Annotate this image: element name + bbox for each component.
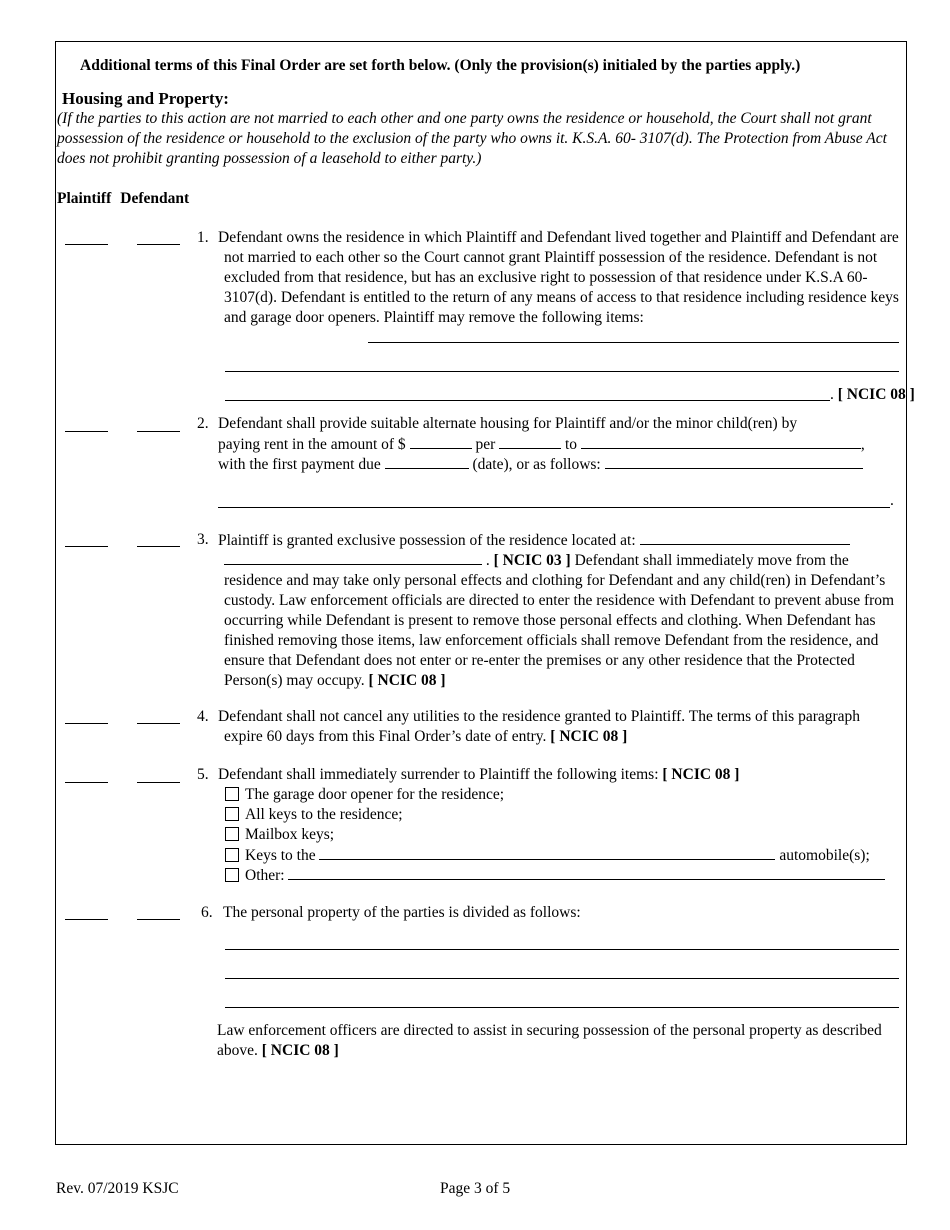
automobile-suffix: automobile(s);	[779, 847, 870, 864]
item-6-text: The personal property of the parties is divided as follows:	[223, 904, 581, 921]
residence-keys-label: All keys to the residence;	[245, 806, 403, 823]
automobile-keys-checkbox[interactable]	[225, 848, 239, 862]
item-number-2: 2.	[197, 415, 209, 432]
ncic-code: [ NCIC 03 ]	[493, 552, 571, 569]
mailbox-keys-label: Mailbox keys;	[245, 826, 335, 843]
plaintiff-initial-2[interactable]	[65, 431, 108, 432]
item-4-text	[218, 707, 896, 747]
garage-opener-label: The garage door opener for the residence;	[245, 786, 505, 803]
option-mailbox-keys	[225, 825, 334, 845]
defendant-initial-5[interactable]	[137, 782, 180, 783]
residence-address-field[interactable]	[640, 530, 850, 545]
item-4-body: Defendant shall not cancel any utilities to the residence granted to Plaintiff. The terms of this paragraph expire 60 days from this Final Order’s date of entry.	[218, 708, 861, 745]
ncic-code: [ NCIC 08 ]	[261, 1042, 339, 1059]
rent-amount-label: paying rent in the amount of $	[218, 436, 406, 453]
item-number-3: 3.	[197, 531, 209, 548]
payment-terms-field[interactable]	[605, 454, 863, 469]
item-2-period: .	[890, 492, 894, 509]
option-residence-keys	[225, 805, 403, 825]
item-2-field-line[interactable]	[218, 507, 890, 508]
column-headers	[57, 189, 189, 209]
defendant-initial-1[interactable]	[137, 244, 180, 245]
item-1-text	[218, 228, 900, 328]
item-6-field-line-3[interactable]	[225, 1007, 899, 1008]
ncic-code: [ NCIC 08 ]	[550, 728, 628, 745]
defendant-column-label: Defendant	[120, 190, 190, 207]
item-3-text-a: Defendant shall immediately move from the	[574, 552, 849, 569]
item-3-text-b: residence and may take only personal effects and clothing for Defendant and any child(ren) in Defendant’s custody. Law enforcement officials are directed to enter the residence with Defendant to prevent abuse from occurring while Defendant is present to remove those personal effects and clothing. When Defendant has finished removing those items, law enforcement officials shall remove Defendant from the residence, and ensure that Defendant does not enter or re-enter the premises or any other residence that the Protected Person(s) may occupy.	[224, 572, 895, 689]
item-1-field-line-2[interactable]	[225, 371, 899, 372]
residence-address-field-2[interactable]	[224, 550, 482, 565]
garage-opener-checkbox[interactable]	[225, 787, 239, 801]
item-6-field-line-1[interactable]	[225, 949, 899, 950]
plaintiff-column-label: Plaintiff	[57, 190, 112, 207]
item-1-body: Defendant owns the residence in which Plaintiff and Defendant lived together and Plaintiff and Defendant are not married to each other so the Court cannot grant Plaintiff possession of the residence. Defendant is not excluded from that residence, but has an exclusive right to possession of that residence under K.S.A 60-3107(d). Defendant is entitled to the return of any means of access to that residence including residence keys and garage door openers. Plaintiff may remove the following items:	[218, 229, 899, 326]
automobile-keys-label: Keys to the	[245, 847, 316, 864]
item-2-line-1: Defendant shall provide suitable alternate housing for Plaintiff and/or the minor child(ren) by	[218, 415, 798, 432]
rent-per-label: per	[475, 436, 496, 453]
enforcement-text: Law enforcement officers are directed to assist in securing possession of the personal property as described above.	[217, 1022, 882, 1059]
section-title: Housing and Property:	[62, 89, 229, 108]
rent-to-label: to	[564, 436, 578, 453]
item-1-field-line-3[interactable]	[225, 400, 830, 401]
defendant-initial-6[interactable]	[137, 919, 180, 920]
payment-terms-label: (date), or as follows:	[472, 456, 601, 473]
item-3-body: . [ NCIC 03 ] Defendant shall immediately move from the residence and may take only personal effects and clothing for Defendant and any child(ren) in Defendant’s custody. Law enforcement officials are directed to enter the residence with Defendant to prevent abuse from occurring while Defendant is present to remove those personal effects and clothing. When Defendant has finished removing those items, law enforcement officials shall remove Defendant from the residence, and ensure that Defendant does not enter or re-enter the premises or any other residence that the Protected Person(s) may occupy. [ NCIC 08 ]	[224, 552, 895, 689]
item-5-body: Defendant shall immediately surrender to Plaintiff the following items:	[218, 766, 659, 783]
page-number: Page 3 of 5	[440, 1180, 511, 1197]
ncic-code: [ NCIC 08 ]	[837, 386, 915, 403]
item-2-rent-line: paying rent in the amount of $ per to ,	[218, 436, 865, 453]
payment-due-label: with the first payment due	[218, 456, 381, 473]
item-number-4: 4.	[197, 708, 209, 725]
plaintiff-initial-1[interactable]	[65, 244, 108, 245]
defendant-initial-4[interactable]	[137, 723, 180, 724]
item-number-1: 1.	[197, 229, 209, 246]
plaintiff-initial-4[interactable]	[65, 723, 108, 724]
item-number-6: 6.	[201, 904, 213, 921]
option-other	[225, 865, 885, 886]
rent-period-field[interactable]	[499, 434, 561, 449]
other-field[interactable]	[288, 865, 885, 880]
item-5-text	[218, 765, 739, 785]
item-number-5: 5.	[197, 766, 209, 783]
payment-due-date-field[interactable]	[385, 454, 469, 469]
option-garage-opener	[225, 785, 504, 805]
mailbox-keys-checkbox[interactable]	[225, 827, 239, 841]
item-1-ncic: . [ NCIC 08 ]	[830, 386, 915, 403]
rent-amount-field[interactable]	[410, 434, 472, 449]
header-note: Additional terms of this Final Order are set forth below. (Only the provision(s) initialed by the parties apply.)	[80, 57, 801, 74]
item-1-field-line-1[interactable]	[368, 342, 899, 343]
intro-note: (If the parties to this action are not married to each other and one party owns the residence or household, the Court shall not grant possession of the residence or household to the exclusion of the party who owns it. K.S.A. 60- 3107(d). The Protection from Abuse Act does not prohibit granting possession of a leasehold to either party.)	[57, 110, 887, 167]
other-checkbox[interactable]	[225, 868, 239, 882]
plaintiff-initial-6[interactable]	[65, 919, 108, 920]
defendant-initial-3[interactable]	[137, 546, 180, 547]
automobile-field[interactable]	[319, 845, 775, 860]
item-6-field-line-2[interactable]	[225, 978, 899, 979]
rent-payee-field[interactable]	[581, 434, 861, 449]
item-2-due-line	[218, 454, 863, 475]
item-3-intro: Plaintiff is granted exclusive possession of the residence located at:	[218, 532, 636, 549]
ncic-code: [ NCIC 08 ]	[662, 766, 740, 783]
plaintiff-initial-3[interactable]	[65, 546, 108, 547]
plaintiff-initial-5[interactable]	[65, 782, 108, 783]
other-label: Other:	[245, 867, 285, 884]
defendant-initial-2[interactable]	[137, 431, 180, 432]
ncic-code: [ NCIC 08 ]	[368, 672, 446, 689]
option-automobile-keys	[225, 845, 870, 866]
revision-label: Rev. 07/2019 KSJC	[56, 1180, 179, 1197]
item-3-line-1	[218, 530, 850, 551]
residence-keys-checkbox[interactable]	[225, 807, 239, 821]
item-6-enforcement	[217, 1021, 893, 1061]
